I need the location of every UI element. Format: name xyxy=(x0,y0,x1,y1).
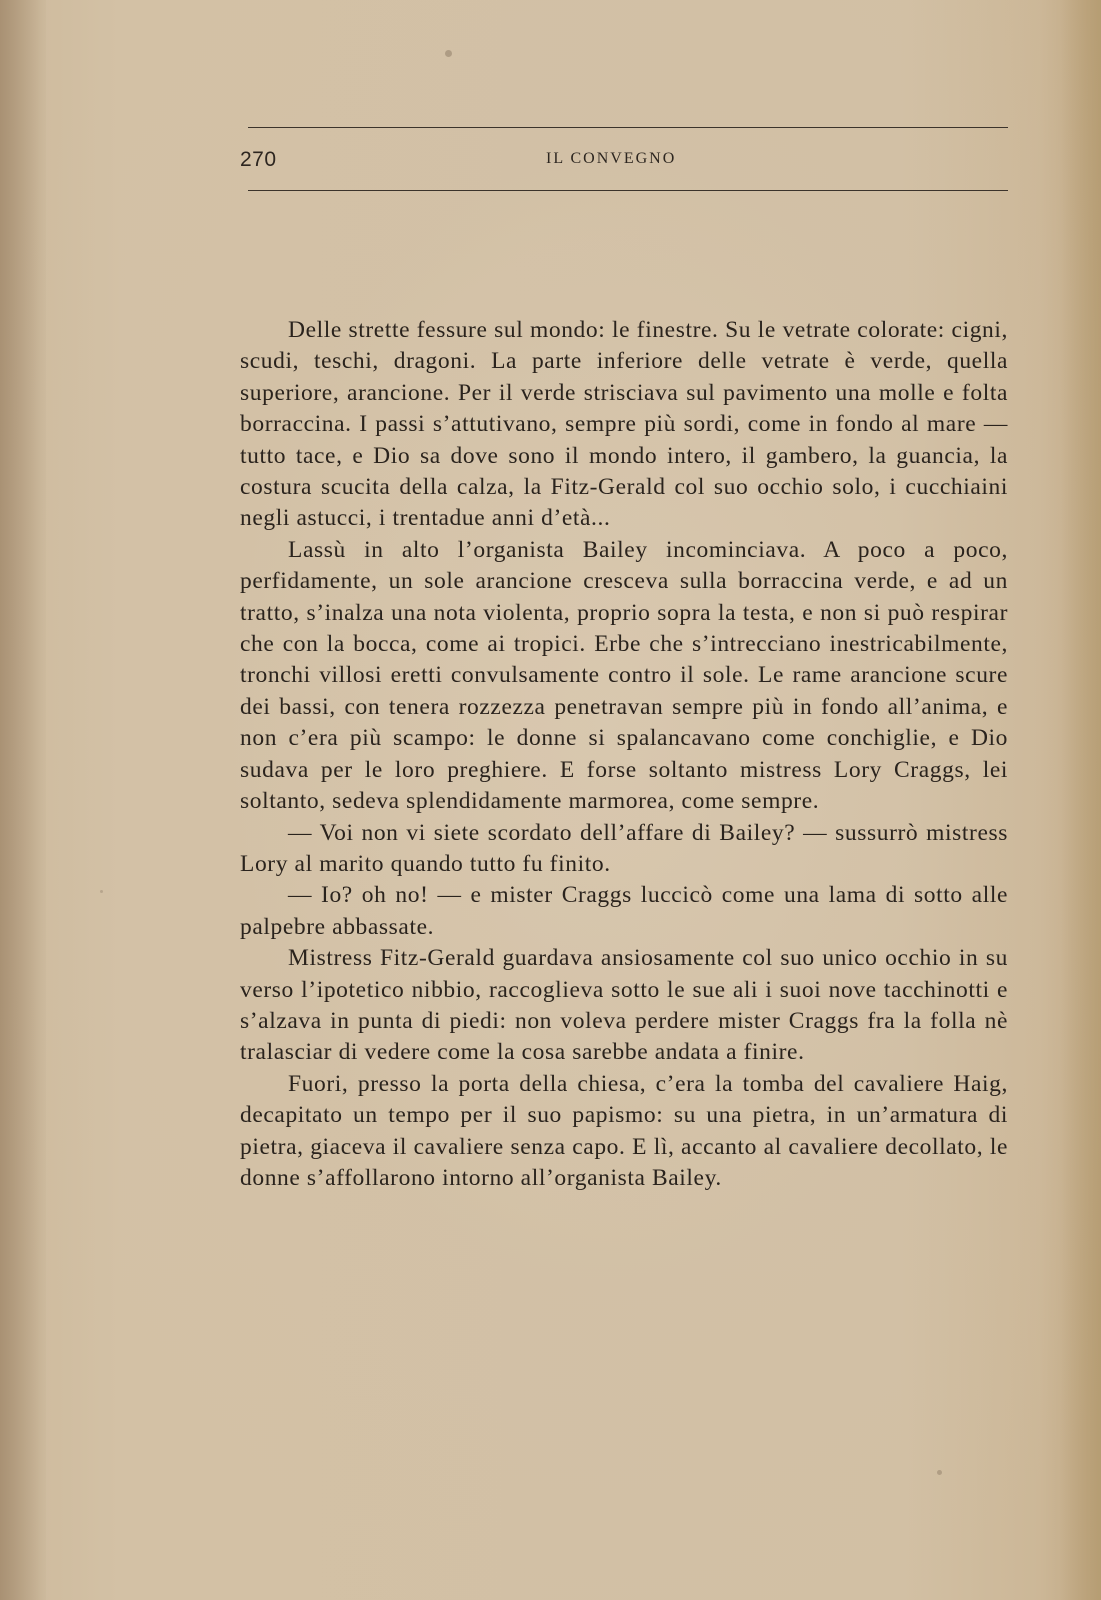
body-text xyxy=(240,315,1008,1194)
paragraph: Delle strette fessure sul mondo: le finestre. Su le vetrate colorate: cigni, scudi, teschi, dragoni. La parte inferiore delle vetrate è verde, quella superiore, arancione. Per il verde strisciava sul pavimento una molle e folta borraccina. I passi s’attutivano, sempre più sordi, come in fondo al mare — tutto tace, e Dio sa dove sono il mondo intero, il gambero, la guancia, la costura scucita della calza, la Fitz-Gerald col suo occhio solo, i cucchiaini negli astucci, i trentadue anni d’età... xyxy=(240,317,1008,532)
paragraph: Lassù in alto l’organista Bailey incominciava. A poco a poco, perfidamente, un sole arancione cresceva sulla borraccina verde, e ad un tratto, s’inalza una nota violenta, proprio sopra la testa, e non si può respirar che con la bocca, come ai tropici. Erbe che s’intrecciano inestricabilmente, tronchi villosi eretti convulsamente contro il sole. Le rame arancione scure dei bassi, con tenera rozzezza penetravan sempre più in fondo all’anima, e non c’era più scampo: le donne si spalancavano come conchiglie, e Dio sudava per le loro preghiere. E forse soltanto mistress Lory Craggs, lei soltanto, sedeva splendidamente marmorea, come sempre. xyxy=(240,536,1008,815)
header-bottom-rule xyxy=(248,190,1008,191)
page-edge-shadow xyxy=(1061,0,1101,1600)
paragraph: — Io? oh no! — e mister Craggs luccicò come una lama di sotto alle palpebre abbassate. xyxy=(240,882,1008,940)
running-header xyxy=(240,148,1010,176)
paragraph: — Voi non vi siete scordato dell’affare di Bailey? — sussurrò mistress Lory al marito quando tutto fu finito. xyxy=(240,819,1008,877)
paragraph: Mistress Fitz-Gerald guardava ansiosamente col suo unico occhio in su verso l’ipotetico nibbio, raccoglieva sotto le sue ali i suoi nove tacchinotti e s’alzava in punta di piedi: non voleva perdere mister Craggs fra la folla nè tralasciar di vedere come la cosa sarebbe andata a finire. xyxy=(240,945,1008,1066)
page-number: 270 xyxy=(240,148,277,171)
paragraph: Fuori, presso la porta della chiesa, c’era la tomba del cavaliere Haig, decapitato un tempo per il suo papismo: su una pietra, in un’armatura di pietra, giaceva il cavaliere senza capo. E lì, accanto al cavaliere decollato, le donne s’affollarono intorno all’organista Bailey. xyxy=(240,1070,1008,1191)
page-gutter-shadow xyxy=(0,0,46,1600)
paper-speck xyxy=(100,890,103,893)
running-title: IL CONVEGNO xyxy=(546,150,677,167)
paper-speck xyxy=(937,1470,942,1475)
paper-speck xyxy=(445,50,452,57)
header-top-rule xyxy=(248,127,1008,128)
